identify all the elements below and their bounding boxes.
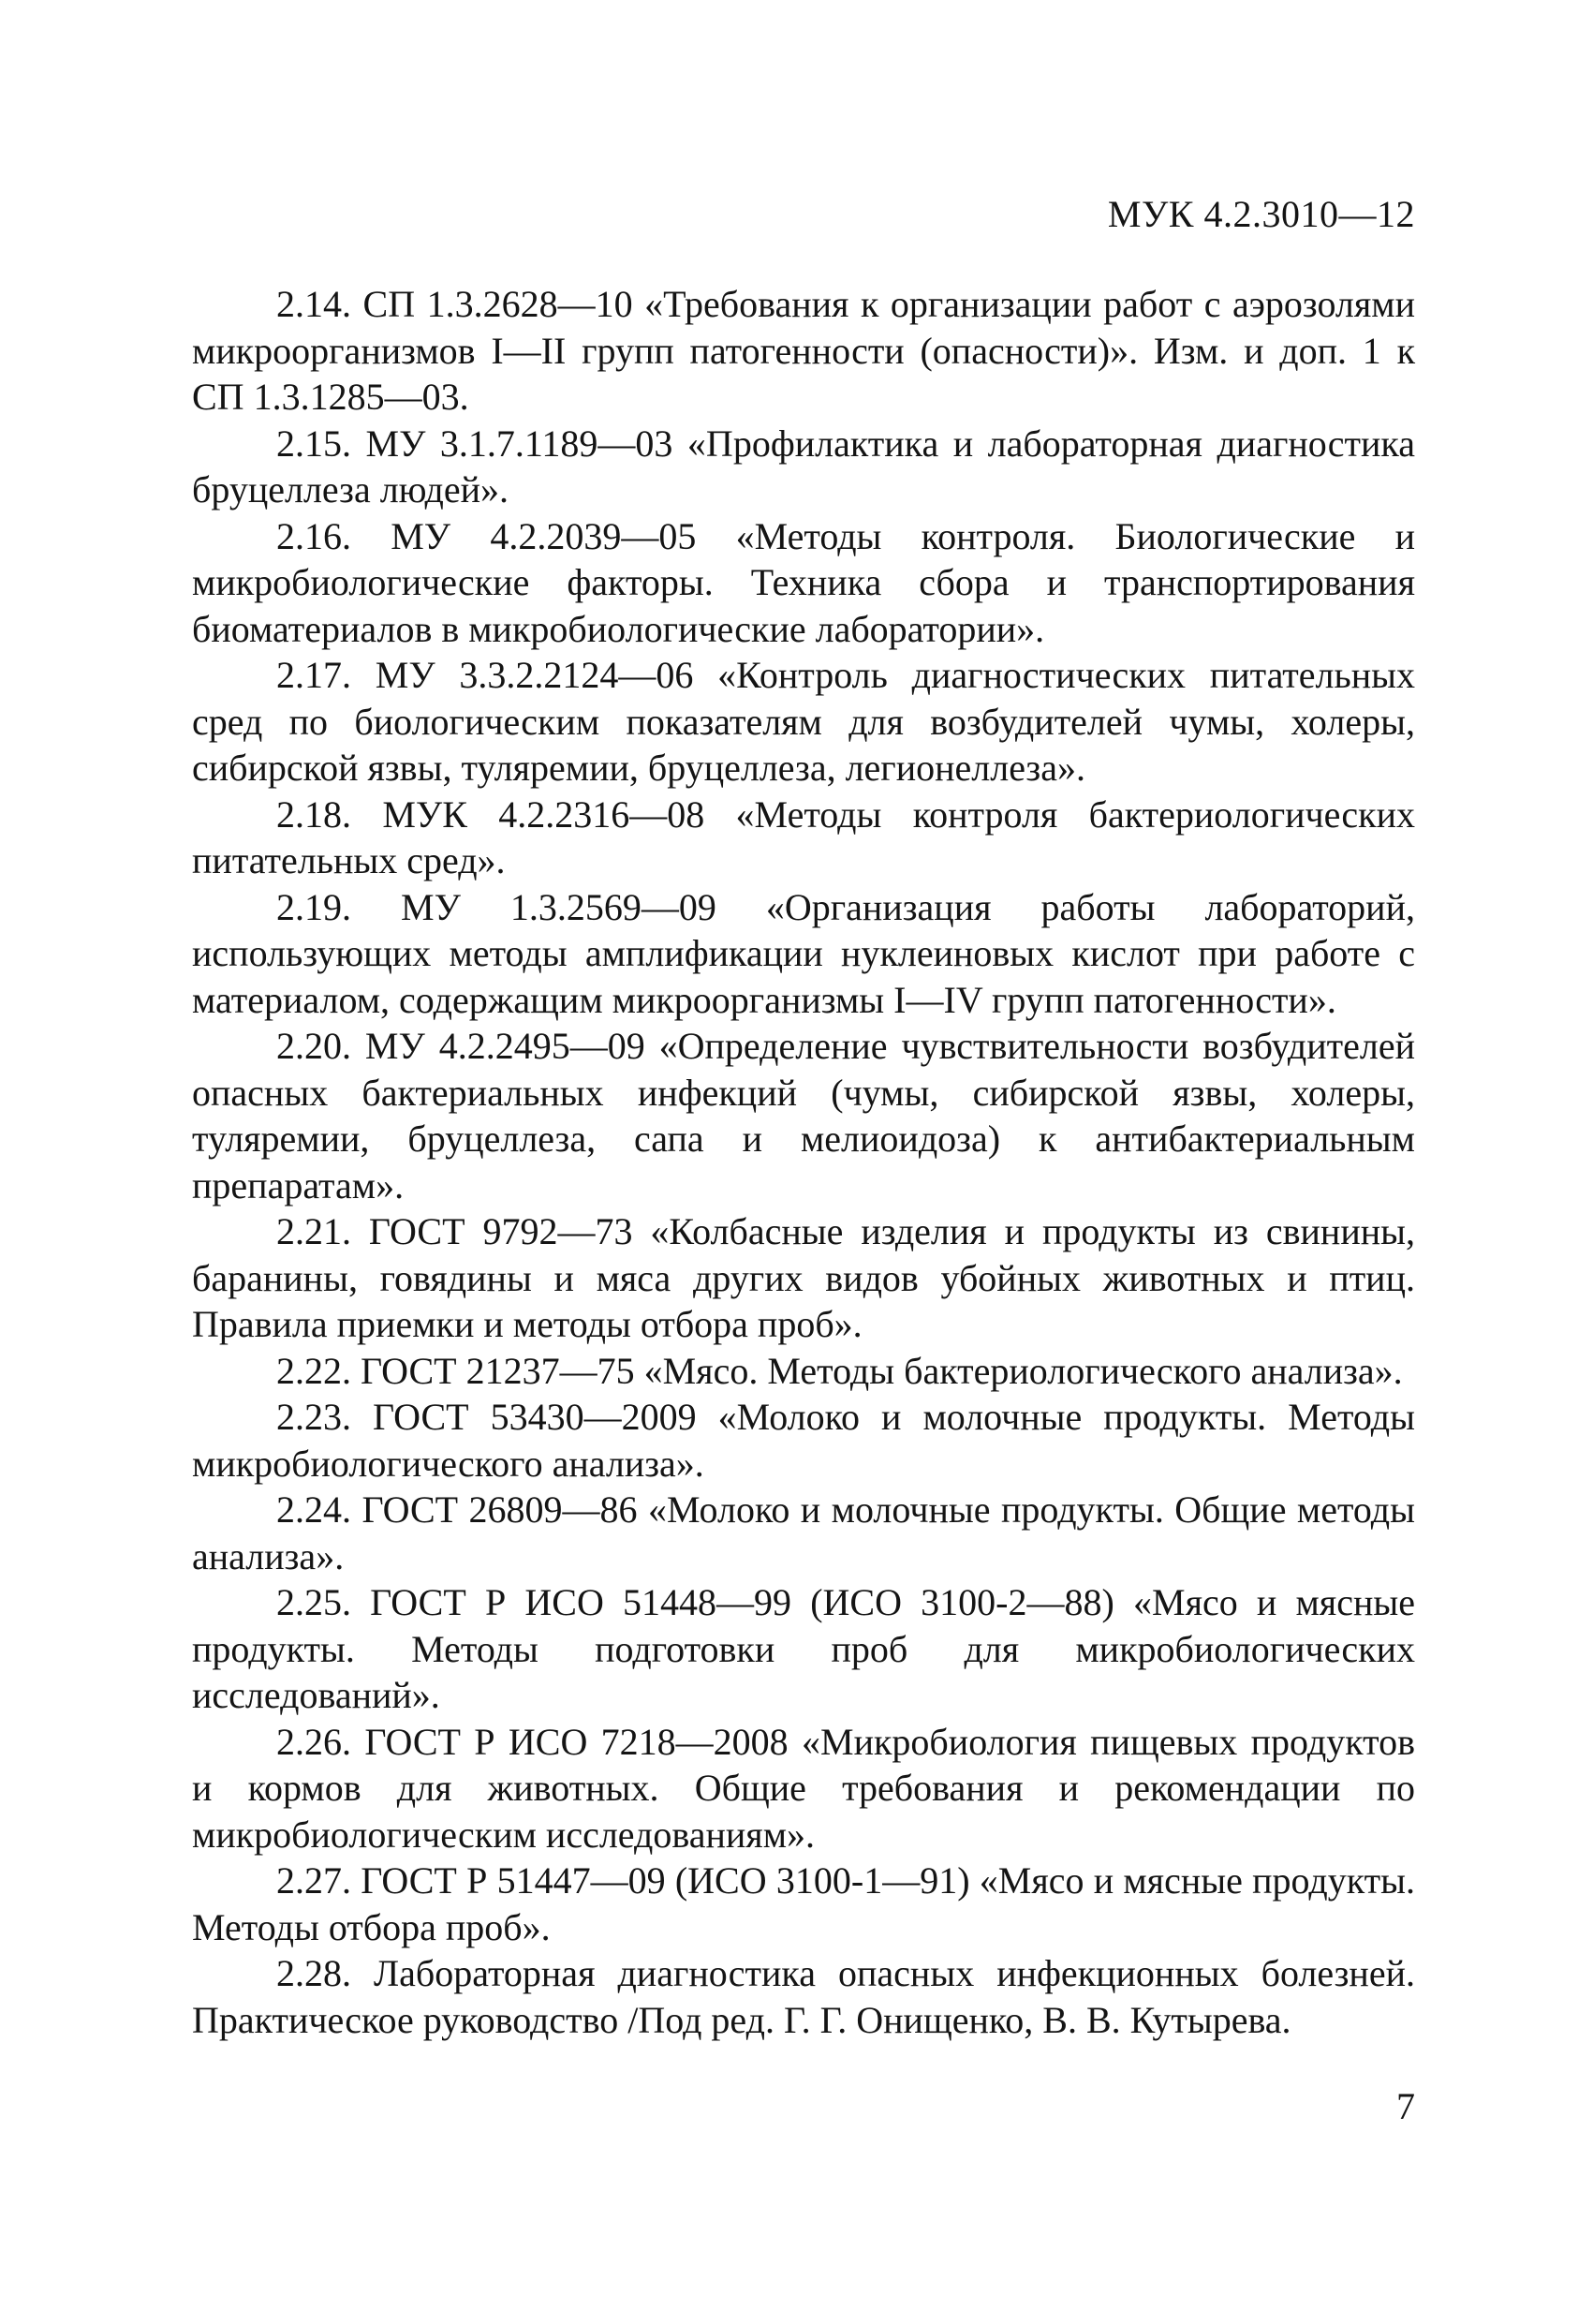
reference-item-2-24: 2.24. ГОСТ 26809—86 «Молоко и молочные продукты. Общие методы анализа». bbox=[192, 1488, 1415, 1577]
reference-item-2-18: 2.18. МУК 4.2.2316—08 «Методы контроля бактериологических питательных сред». bbox=[192, 792, 1415, 881]
reference-item-2-14: 2.14. СП 1.3.2628—10 «Требования к организации работ с аэрозолями микроорганизмов I—II групп патогенности (опасности)». Изм. и доп. 1 к СП 1.3.1285—03. bbox=[192, 283, 1415, 418]
reference-item-2-25: 2.25. ГОСТ Р ИСО 51448—99 (ИСО 3100-2—88) «Мясо и мясные продукты. Методы подготовки проб для микробиологических исследований». bbox=[192, 1581, 1415, 1716]
reference-item-2-17: 2.17. МУ 3.3.2.2124—06 «Контроль диагностических питательных сред по биологическим показателям для возбудителей чумы, холеры, сибирской язвы, туляремии, бруцеллеза, легионеллеза». bbox=[192, 654, 1415, 789]
reference-item-2-21: 2.21. ГОСТ 9792—73 «Колбасные изделия и продукты из свинины, баранины, говядины и мяса других видов убойных животных и птиц. Правила приемки и методы отбора проб». bbox=[192, 1210, 1415, 1345]
reference-item-2-23: 2.23. ГОСТ 53430—2009 «Молоко и молочные продукты. Методы микробиологического анализа». bbox=[192, 1396, 1415, 1485]
reference-item-2-16: 2.16. МУ 4.2.2039—05 «Методы контроля. Биологические и микробиологические факторы. Техника сбора и транспортирования биоматериалов в микробиологические лаборатории». bbox=[192, 514, 1415, 650]
document-code-header: МУК 4.2.3010—12 bbox=[1107, 193, 1415, 235]
reference-item-2-22: 2.22. ГОСТ 21237—75 «Мясо. Методы бактериологического анализа». bbox=[276, 1349, 1403, 1392]
reference-item-2-15: 2.15. МУ 3.1.7.1189—03 «Профилактика и лабораторная диагностика бруцеллеза людей». bbox=[192, 422, 1415, 511]
reference-item-2-28: 2.28. Лабораторная диагностика опасных инфекционных болезней. Практическое руководство /Под ред. Г. Г. Онищенко, В. В. Кутырева. bbox=[192, 1952, 1415, 2041]
reference-item-2-27: 2.27. ГОСТ Р 51447—09 (ИСО 3100-1—91) «Мясо и мясные продукты. Методы отбора проб». bbox=[192, 1859, 1415, 1948]
reference-item-2-20: 2.20. МУ 4.2.2495—09 «Определение чувствительности возбудителей опасных бактериальных инфекций (чумы, сибирской язвы, холеры, туляремии, бруцеллеза, сапа и мелиоидоза) к антибактериальным препаратам». bbox=[192, 1025, 1415, 1206]
page-number: 7 bbox=[1396, 2085, 1415, 2127]
reference-item-2-19: 2.19. МУ 1.3.2569—09 «Организация работы лабораторий, использующих методы амплификации нуклеиновых кислот при работе с материалом, содержащим микроорганизмы I—IV групп патогенности». bbox=[192, 885, 1415, 1021]
references-list bbox=[192, 281, 1415, 2043]
reference-item-2-26: 2.26. ГОСТ Р ИСО 7218—2008 «Микробиология пищевых продуктов и кормов для животных. Общие требования и рекомендации по микробиологическим исследованиям». bbox=[192, 1720, 1415, 1856]
